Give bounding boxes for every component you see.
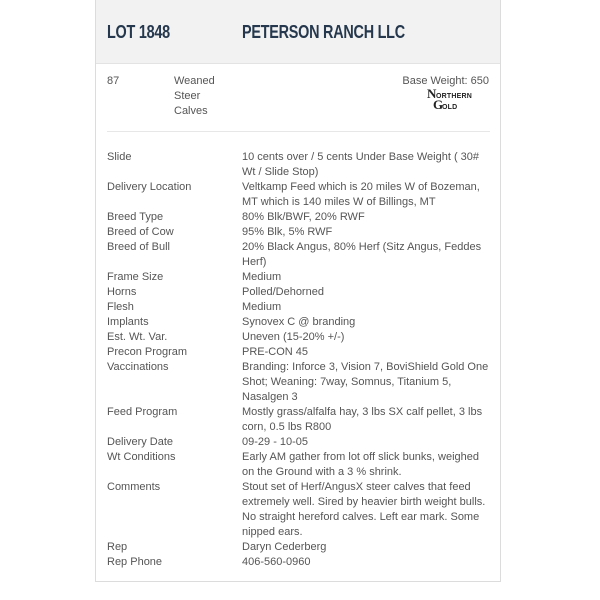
base-weight: Base Weight: 650 [402, 75, 489, 87]
detail-value: Stout set of Herf/AngusX steer calves that feed extremely well. Sired by heavier birth weight bulls. No straight hereford calves. Left ear mark. Some nipped ears. [242, 481, 486, 538]
detail-label: Feed Program [107, 406, 178, 418]
detail-row [107, 225, 493, 240]
detail-row [107, 405, 493, 435]
detail-value: 20% Black Angus, 80% Herf (Sitz Angus, Feddes Herf) [242, 241, 482, 268]
detail-value: PRE-CON 45 [242, 346, 309, 358]
detail-label: Breed Type [107, 211, 164, 223]
lot-header [96, 0, 500, 64]
detail-row [107, 210, 493, 225]
detail-value: Medium [242, 301, 282, 313]
detail-label: Wt Conditions [107, 451, 176, 463]
detail-row [107, 315, 493, 330]
detail-row [107, 435, 493, 450]
detail-value: Veltkamp Feed which is 20 miles W of Bozeman, MT which is 140 miles W of Billings, MT [242, 181, 480, 208]
detail-value: Mostly grass/alfalfa hay, 3 lbs SX calf pellet, 3 lbs corn, 0.5 lbs R800 [242, 406, 483, 433]
detail-label: Implants [107, 316, 149, 328]
svg-text:N: N [427, 89, 437, 101]
northern-gold-logo [427, 89, 489, 111]
description-line: Calves [174, 105, 208, 117]
detail-value: Early AM gather from lot off slick bunks, weighed on the Ground with a 3 % shrink. [242, 451, 480, 478]
detail-label: Horns [107, 286, 137, 298]
detail-label: Frame Size [107, 271, 164, 283]
detail-row [107, 150, 493, 180]
section-divider [107, 131, 490, 132]
svg-text:G: G [433, 97, 444, 111]
detail-row [107, 300, 493, 315]
detail-value: Medium [242, 271, 282, 283]
detail-label: Comments [107, 481, 161, 493]
detail-label: Rep [107, 541, 128, 553]
svg-text:OLD: OLD [442, 104, 458, 111]
lot-number: LOT 1848 [107, 22, 170, 42]
detail-row [107, 555, 493, 570]
detail-row [107, 450, 493, 480]
detail-label: Est. Wt. Var. [107, 331, 168, 343]
detail-label: Slide [107, 151, 132, 163]
detail-row [107, 330, 493, 345]
detail-row [107, 285, 493, 300]
detail-value: 95% Blk, 5% RWF [242, 226, 333, 238]
cattle-description [174, 74, 234, 119]
detail-row [107, 480, 493, 540]
detail-value: 10 cents over / 5 cents Under Base Weight ( 30# Wt / Slide Stop) [242, 151, 480, 178]
detail-row [107, 270, 493, 285]
detail-label: Flesh [107, 301, 134, 313]
detail-value: 80% Blk/BWF, 20% RWF [242, 211, 365, 223]
detail-label: Delivery Date [107, 436, 174, 448]
detail-value: Synovex C @ branding [242, 316, 356, 328]
detail-label: Delivery Location [107, 181, 192, 193]
detail-row [107, 240, 493, 270]
seller-name: PETERSON RANCH LLC [242, 22, 405, 42]
detail-label: Breed of Bull [107, 241, 170, 253]
detail-label: Breed of Cow [107, 226, 174, 238]
detail-value: Uneven (15-20% +/-) [242, 331, 345, 343]
lot-details [107, 150, 493, 570]
detail-label: Precon Program [107, 346, 188, 358]
head-count: 87 [107, 75, 120, 87]
detail-label: Rep Phone [107, 556, 163, 568]
detail-value: 09-29 - 10-05 [242, 436, 309, 448]
detail-row [107, 360, 493, 405]
detail-value: Branding: Inforce 3, Vision 7, BoviShield Gold One Shot; Weaning: 7way, Somnus, Titanium 5, Nasalgen 3 [242, 361, 489, 403]
detail-row [107, 345, 493, 360]
detail-row [107, 540, 493, 555]
description-line: Steer [174, 90, 201, 102]
detail-value: Daryn Cederberg [242, 541, 327, 553]
detail-row [107, 180, 493, 210]
description-line: Weaned [174, 75, 215, 87]
lot-card [95, 0, 501, 582]
detail-value: Polled/Dehorned [242, 286, 324, 298]
svg-text:ORTHERN: ORTHERN [436, 93, 473, 100]
detail-value: 406-560-0960 [242, 556, 311, 568]
detail-label: Vaccinations [107, 361, 169, 373]
